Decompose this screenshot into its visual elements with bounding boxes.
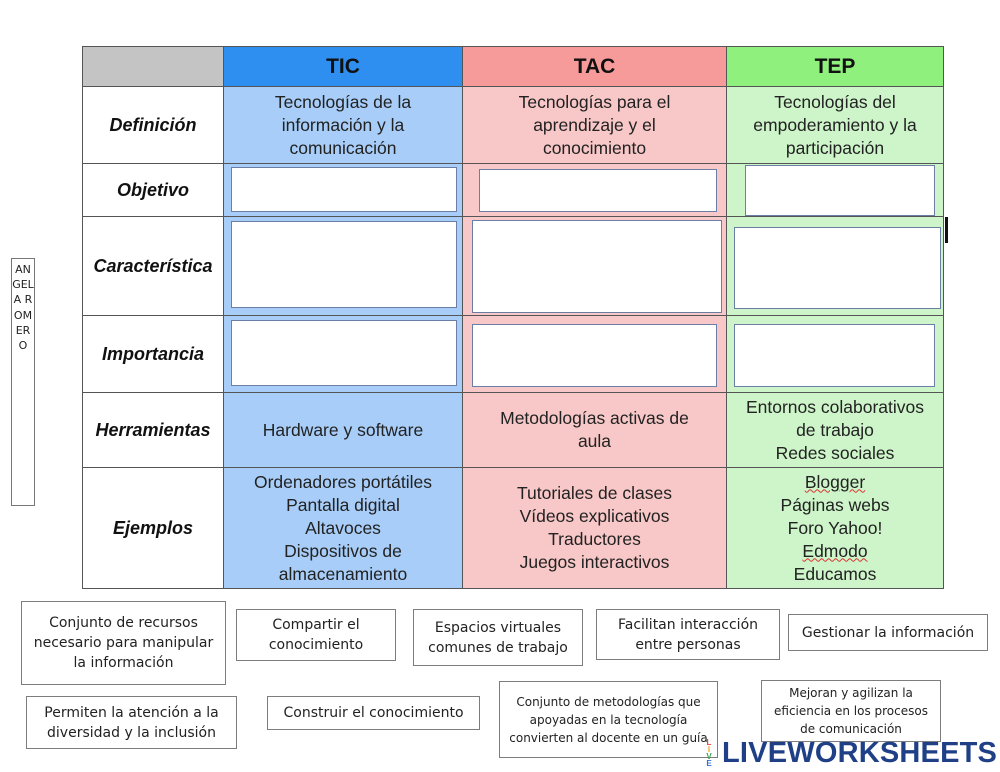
dropzone-caracteristica-tep[interactable]: [734, 227, 941, 309]
badge-letter: L: [706, 738, 712, 747]
dropzone-importancia-tac[interactable]: [472, 324, 717, 387]
text-line: Altavoces: [305, 517, 381, 538]
text-line: Entornos colaborativos: [745, 396, 925, 417]
text-line: Tecnologías del: [774, 91, 896, 112]
answer-card[interactable]: Permiten la atención a la diversidad y la inclusión: [26, 696, 237, 749]
row-label-caracteristica: Característica: [82, 216, 224, 316]
text-line: Redes sociales: [775, 442, 895, 463]
dropzone-caracteristica-tic[interactable]: [231, 221, 457, 308]
cell-herramientas-tic: [223, 392, 463, 468]
answer-card[interactable]: Conjunto de recursos necesario para manipular la información: [21, 601, 226, 685]
corner-cell: [82, 46, 224, 87]
dropzone-objetivo-tac[interactable]: [479, 169, 717, 212]
brand-name: LIVEWORKSHEETS: [722, 736, 998, 769]
text-line: aprendizaje y el: [533, 114, 656, 135]
cell-herramientas-tep: [726, 392, 944, 468]
text-line: Tecnologías para el: [518, 91, 671, 112]
dropzone-objetivo-tic[interactable]: [231, 167, 457, 212]
row-label-herramientas: Herramientas: [82, 392, 224, 468]
answer-card[interactable]: Gestionar la información: [788, 614, 988, 651]
badge-letter: V: [706, 752, 712, 761]
live-badge-icon: [698, 738, 720, 768]
text-line: Edmodo: [802, 540, 868, 561]
text-line: participación: [785, 137, 885, 158]
header-tep: TEP: [726, 46, 944, 87]
badge-letter: E: [706, 759, 712, 768]
text-line: Blogger: [804, 471, 866, 492]
text-line: Ordenadores portátiles: [253, 471, 433, 492]
badge-letter: I: [707, 745, 711, 754]
text-line: Juegos interactivos: [519, 552, 670, 572]
cell-ejemplos-tic: [223, 467, 463, 589]
row-label-objetivo: Objetivo: [82, 163, 224, 217]
row-label-ejemplos: Ejemplos: [82, 467, 224, 589]
dropzone-importancia-tep[interactable]: [734, 324, 935, 387]
text-line: Metodologías activas de: [500, 408, 689, 428]
cell-definicion-tic: [223, 86, 463, 164]
cell-herramientas-tac: [462, 392, 727, 468]
cell-ejemplos-tac: [462, 467, 727, 589]
header-tac: TAC: [462, 46, 727, 87]
text-line: Vídeos explicativos: [519, 506, 670, 526]
answer-card[interactable]: Mejoran y agilizan la eficiencia en los procesos de comunicación: [761, 680, 941, 742]
text-line: Dispositivos de: [284, 540, 402, 561]
text-line: almacenamiento: [278, 563, 408, 584]
dropzone-importancia-tic[interactable]: [231, 320, 457, 386]
row-label-importancia: Importancia: [82, 315, 224, 393]
cell-definicion-tac: [462, 86, 727, 164]
cell-ejemplos-tep: [726, 467, 944, 589]
text-line: Tutoriales de clases: [517, 483, 672, 503]
answer-card[interactable]: Conjunto de metodologías que apoyadas en la tecnología convierten al docente en un guía: [499, 681, 718, 758]
text-line: empoderamiento y la: [753, 114, 917, 135]
header-tic: TIC: [223, 46, 463, 87]
text-line: comunicación: [289, 137, 397, 158]
text-line: aula: [577, 431, 612, 451]
text-cursor: [945, 217, 948, 243]
text-line: Traductores: [548, 529, 641, 549]
dropzone-objetivo-tep[interactable]: [745, 165, 935, 216]
answer-card[interactable]: Compartir el conocimiento: [236, 609, 396, 661]
text-line: de trabajo: [796, 419, 874, 440]
dropzone-caracteristica-tac[interactable]: [472, 220, 722, 313]
author-name-vertical: ANGELA ROMERO: [11, 258, 35, 506]
liveworksheets-logo: [698, 736, 997, 770]
answer-card[interactable]: Espacios virtuales comunes de trabajo: [413, 609, 583, 666]
answer-card[interactable]: Facilitan interacción entre personas: [596, 609, 780, 660]
text-line: Tecnologías de la: [274, 91, 412, 112]
text-line: Pantalla digital: [286, 494, 400, 515]
answer-card[interactable]: Construir el conocimiento: [267, 696, 480, 730]
text-line: Educamos: [793, 563, 877, 584]
text-line: Foro Yahoo!: [787, 517, 883, 538]
text-line: Hardware y software: [262, 419, 424, 440]
text-line: Páginas webs: [780, 494, 890, 515]
row-label-definicion: Definición: [82, 86, 224, 164]
text-line: conocimiento: [542, 137, 647, 158]
cell-definicion-tep: [726, 86, 944, 164]
text-line: información y la: [281, 114, 405, 135]
